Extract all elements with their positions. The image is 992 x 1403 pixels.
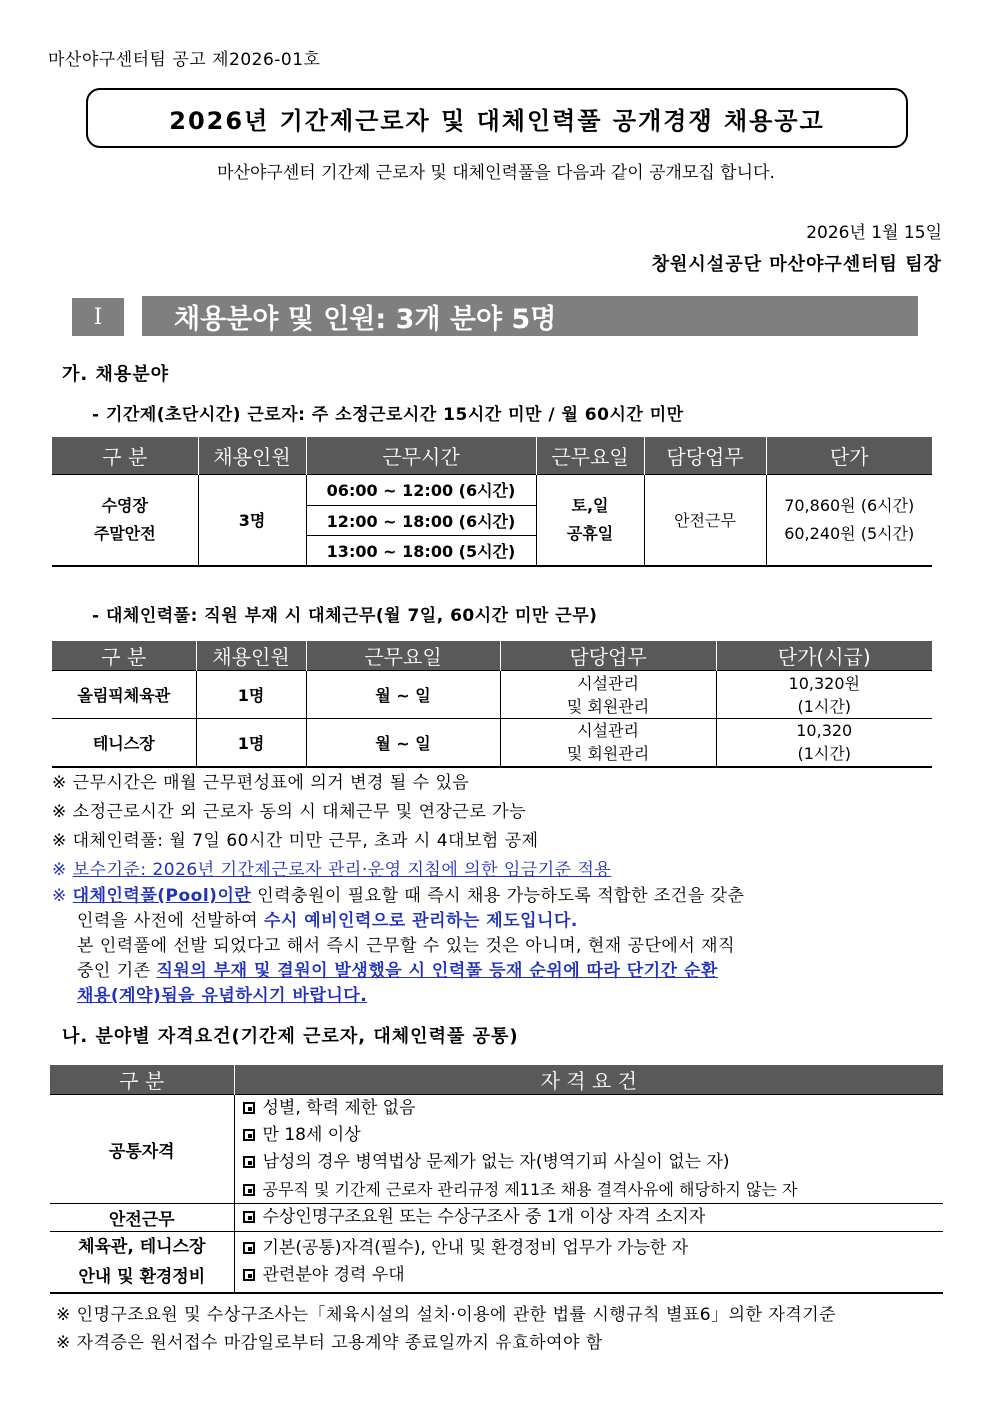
section-number: Ⅰ	[72, 298, 124, 336]
requirement-item: 수상인명구조요원 또는 수상구조사 중 1개 이상 자격 소지자	[262, 1207, 706, 1227]
pool-term: 대체인력풀(Pool)이란	[72, 886, 252, 906]
bullet-icon	[243, 1211, 255, 1223]
note: ※ 대체인력풀: 월 7일 60시간 미만 근무, 초과 시 4대보험 공제	[52, 831, 539, 851]
time-cell: 13:00 ~ 18:00 (5시간)	[306, 535, 536, 566]
part-time-table	[52, 437, 932, 567]
pay-cell	[716, 719, 932, 767]
note: ※ 소정근로시간 외 근로자 동의 시 대체근무 및 연장근로 가능	[52, 802, 527, 822]
safety-label: 안전근무	[50, 1204, 234, 1232]
col-header: 근무요일	[306, 641, 500, 671]
pay-line: (1시간)	[797, 696, 852, 716]
table-row	[52, 719, 932, 767]
col-header: 자 격 요 건	[234, 1065, 943, 1095]
col-header: 채용인원	[196, 641, 306, 671]
document-title: 2026년 기간제근로자 및 대체인력풀 공개경쟁 채용공고	[86, 88, 908, 148]
time-cell: 12:00 ~ 18:00 (6시간)	[306, 505, 536, 535]
pool-emphasis: 채용(계약)됨을 유념하시기 바랍니다.	[77, 986, 368, 1006]
category-cell: 올림픽체육관	[52, 671, 196, 719]
document-subtitle: 마산야구센터 기간제 근로자 및 대체인력풀을 다음과 같이 공개모집 합니다.	[217, 163, 775, 183]
pay-line: 10,320	[796, 721, 853, 741]
common-label: 공통자격	[50, 1095, 234, 1204]
requirement-item: 남성의 경우 병역법상 문제가 없는 자(병역기피 사실이 없는 자)	[262, 1152, 730, 1172]
note-mark: ※	[52, 860, 67, 880]
bullet-icon	[243, 1129, 255, 1141]
count-cell: 3명	[198, 474, 306, 566]
note-mark: ※	[52, 886, 67, 906]
table-row	[52, 671, 932, 719]
col-header: 근무요일	[536, 437, 644, 474]
note: ※ 근무시간은 매월 근무편성표에 의거 변경 될 수 있음	[52, 773, 470, 793]
pool-table	[52, 641, 932, 768]
days-line: 공휴일	[566, 523, 614, 543]
pool-explanation	[52, 884, 912, 1009]
part2-heading: - 대체인력풀: 직원 부재 시 대체근무(월 7일, 60시간 미만 근무)	[92, 606, 598, 626]
footer-note: ※ 자격증은 원서접수 마감일로부터 고용계약 종료일까지 유효하여야 함	[56, 1333, 603, 1353]
bullet-icon	[243, 1269, 255, 1281]
subsection-na: 나. 분야별 자격요건(기간제 근로자, 대체인력풀 공통)	[62, 1026, 519, 1047]
qualification-table	[50, 1065, 943, 1294]
requirement-item: 만 18세 이상	[262, 1125, 361, 1145]
pool-emphasis: 수시 예비인력으로 관리하는 제도입니다.	[263, 911, 578, 931]
common-requirements	[234, 1095, 943, 1204]
gym-label-line: 안내 및 환경정비	[78, 1267, 206, 1287]
gym-label	[50, 1232, 234, 1294]
category-cell: 테니스장	[52, 719, 196, 767]
col-header: 담당업무	[500, 641, 716, 671]
pay-line: 60,240원 (5시간)	[784, 523, 915, 543]
pool-text: 인력충원이 필요할 때 즉시 채용 가능하도록 적합한 조건을 갖춘	[251, 886, 745, 906]
document-number: 마산야구센터팀 공고 제2026-01호	[48, 50, 321, 70]
col-header: 담당업무	[644, 437, 766, 474]
category-line: 주말안전	[93, 523, 156, 543]
requirement-item: 공무직 및 기간제 근로자 관리규정 제11조 채용 결격사유에 해당하지 않는 자	[262, 1180, 798, 1199]
requirement-item: 관련분야 경력 우대	[262, 1265, 405, 1285]
safety-requirement	[234, 1204, 943, 1232]
pool-text: 본 인력풀에 선발 되었다고 해서 즉시 근무할 수 있는 것은 아니며, 현재 공단에서 재직	[77, 936, 736, 956]
col-header: 구 분	[52, 437, 198, 474]
pay-standard-text: 보수기준: 2026년 기간제근로자 관리·운영 지침에 의한 임금기준 적용	[72, 860, 612, 880]
count-cell: 1명	[196, 671, 306, 719]
pool-emphasis: 직원의 부재 및 결원이 발생했을 시 인력풀 등재 순위에 따라 단기간 순환	[156, 961, 718, 981]
days-cell: 월 ~ 일	[306, 719, 500, 767]
table-row	[50, 1232, 943, 1294]
duty-line: 시설관리	[577, 673, 639, 693]
days-line: 토,일	[571, 495, 609, 515]
pay-cell	[766, 474, 932, 566]
announcement-date: 2026년 1월 15일	[806, 223, 942, 243]
gym-requirements	[234, 1232, 943, 1294]
duty-cell	[500, 671, 716, 719]
days-cell	[536, 474, 644, 566]
table-row	[50, 1204, 943, 1232]
duty-cell: 안전근무	[644, 474, 766, 566]
pool-text: 인력을 사전에 선발하여	[77, 911, 264, 931]
count-cell: 1명	[196, 719, 306, 767]
bullet-icon	[243, 1102, 255, 1114]
bullet-icon	[243, 1184, 255, 1196]
duty-line: 및 회원관리	[566, 744, 650, 764]
requirement-item: 성별, 학력 제한 없음	[262, 1098, 416, 1118]
col-header: 구 분	[50, 1065, 234, 1095]
table-row	[50, 1095, 943, 1204]
duty-line: 및 회원관리	[566, 696, 650, 716]
col-header: 단가(시급)	[716, 641, 932, 671]
footer-note: ※ 인명구조요원 및 수상구조사는「체육시설의 설치·이용에 관한 법률 시행규칙 별표6」의한 자격기준	[56, 1305, 837, 1325]
col-header: 채용인원	[198, 437, 306, 474]
col-header: 단가	[766, 437, 932, 474]
requirement-item: 기본(공통)자격(필수), 안내 및 환경정비 업무가 가능한 자	[262, 1238, 689, 1258]
days-cell: 월 ~ 일	[306, 671, 500, 719]
bullet-icon	[243, 1242, 255, 1254]
col-header: 구 분	[52, 641, 196, 671]
pay-line: (1시간)	[797, 744, 852, 764]
time-cell: 06:00 ~ 12:00 (6시간)	[306, 474, 536, 505]
duty-cell	[500, 719, 716, 767]
bullet-icon	[243, 1156, 255, 1168]
pay-line: 10,320원	[788, 673, 860, 693]
subsection-ga: 가. 채용분야	[62, 364, 170, 385]
pay-line: 70,860원 (6시간)	[784, 495, 915, 515]
category-cell	[52, 474, 198, 566]
issuer: 창원시설공단 마산야구센터팀 팀장	[651, 254, 942, 275]
pool-text: 중인 기존	[77, 961, 157, 981]
duty-line: 시설관리	[577, 721, 639, 741]
col-header: 근무시간	[306, 437, 536, 474]
gym-label-line: 체육관, 테니스장	[78, 1237, 206, 1257]
category-line: 수영장	[101, 495, 148, 515]
pay-standard-note	[52, 855, 611, 880]
part1-heading: - 기간제(초단시간) 근로자: 주 소정근로시간 15시간 미만 / 월 60시간 미만	[92, 405, 684, 425]
pay-cell	[716, 671, 932, 719]
section-title: 채용분야 및 인원: 3개 분야 5명	[142, 296, 918, 336]
